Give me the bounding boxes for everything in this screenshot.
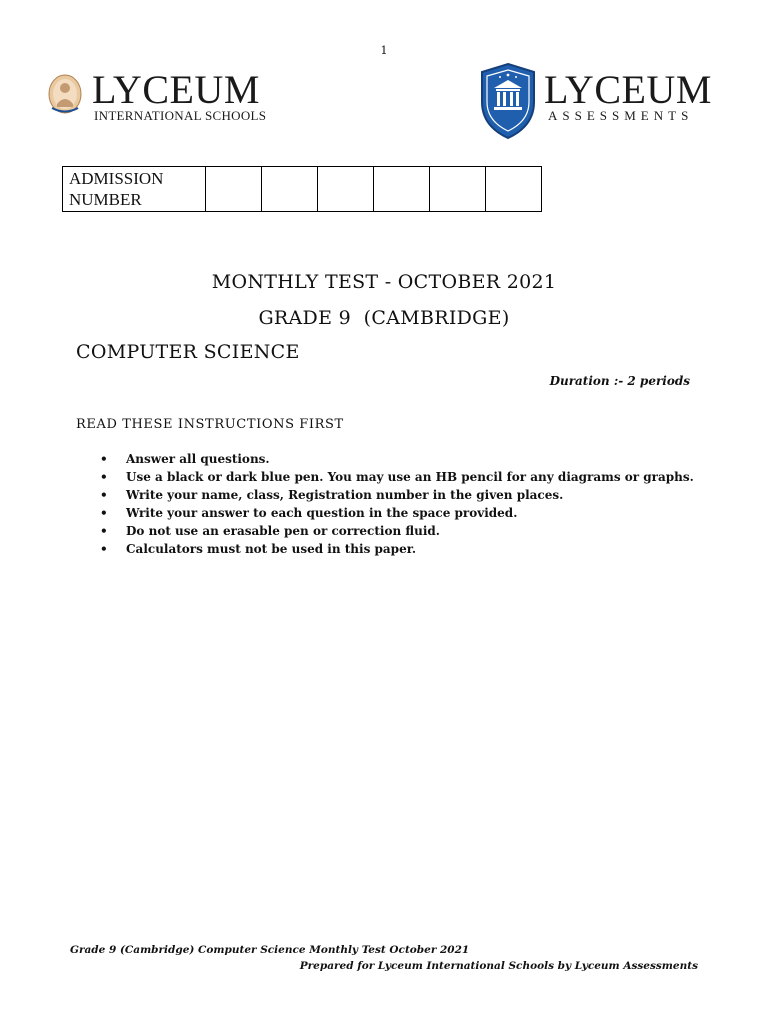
instruction-item: • Answer all questions. (100, 452, 270, 466)
instruction-item: • Calculators must not be used in this paper. (100, 542, 417, 556)
footer-prepared-line: Prepared for Lyceum International Schools by Lyceum Assessments (299, 960, 698, 972)
left-logo-subtitle: INTERNATIONAL SCHOOLS (94, 108, 267, 123)
instructions-list (96, 450, 694, 558)
admission-digit-box[interactable] (374, 167, 430, 212)
admission-digit-box[interactable] (430, 167, 486, 212)
bullet-icon: • (100, 506, 108, 520)
right-logo-subtitle: ASSESSMENTS (548, 108, 694, 123)
admission-label-line1: ADMISSION (69, 169, 164, 188)
instruction-item: • Use a black or dark blue pen. You may use an HB pencil for any diagrams or graphs. (100, 470, 694, 484)
admission-label-line2: NUMBER (69, 190, 142, 209)
lyceum-medallion-icon (48, 74, 82, 114)
subject-heading: COMPUTER SCIENCE (76, 341, 300, 363)
page-number: 1 (380, 44, 388, 57)
bullet-icon: • (100, 470, 108, 484)
instruction-item: • Write your name, class, Registration number in the given places. (100, 488, 564, 502)
bullet-icon: • (100, 542, 108, 556)
grade-heading: GRADE 9 (CAMBRIDGE) (258, 307, 510, 329)
admission-digit-box[interactable] (206, 167, 262, 212)
test-title: MONTHLY TEST - OCTOBER 2021 (211, 271, 557, 293)
admission-digit-box[interactable] (318, 167, 374, 212)
instructions-heading: READ THESE INSTRUCTIONS FIRST (76, 417, 344, 432)
duration: Duration :- 2 periods (549, 374, 690, 388)
bullet-icon: • (100, 488, 108, 502)
admission-number-label (63, 167, 206, 212)
bullet-icon: • (100, 524, 108, 538)
right-logo-title: LYCEUM (544, 67, 712, 112)
instruction-item: • Do not use an erasable pen or correction fluid. (100, 524, 440, 538)
footer-course-line: Grade 9 (Cambridge) Computer Science Monthly Test October 2021 (70, 944, 470, 956)
instruction-item: • Write your answer to each question in the space provided. (100, 506, 518, 520)
admission-digit-box[interactable] (486, 167, 542, 212)
admission-digit-box[interactable] (262, 167, 318, 212)
left-logo-title: LYCEUM (92, 67, 260, 112)
bullet-icon: • (100, 452, 108, 466)
shield-crest-icon (478, 62, 538, 140)
admission-number-table (62, 166, 542, 212)
